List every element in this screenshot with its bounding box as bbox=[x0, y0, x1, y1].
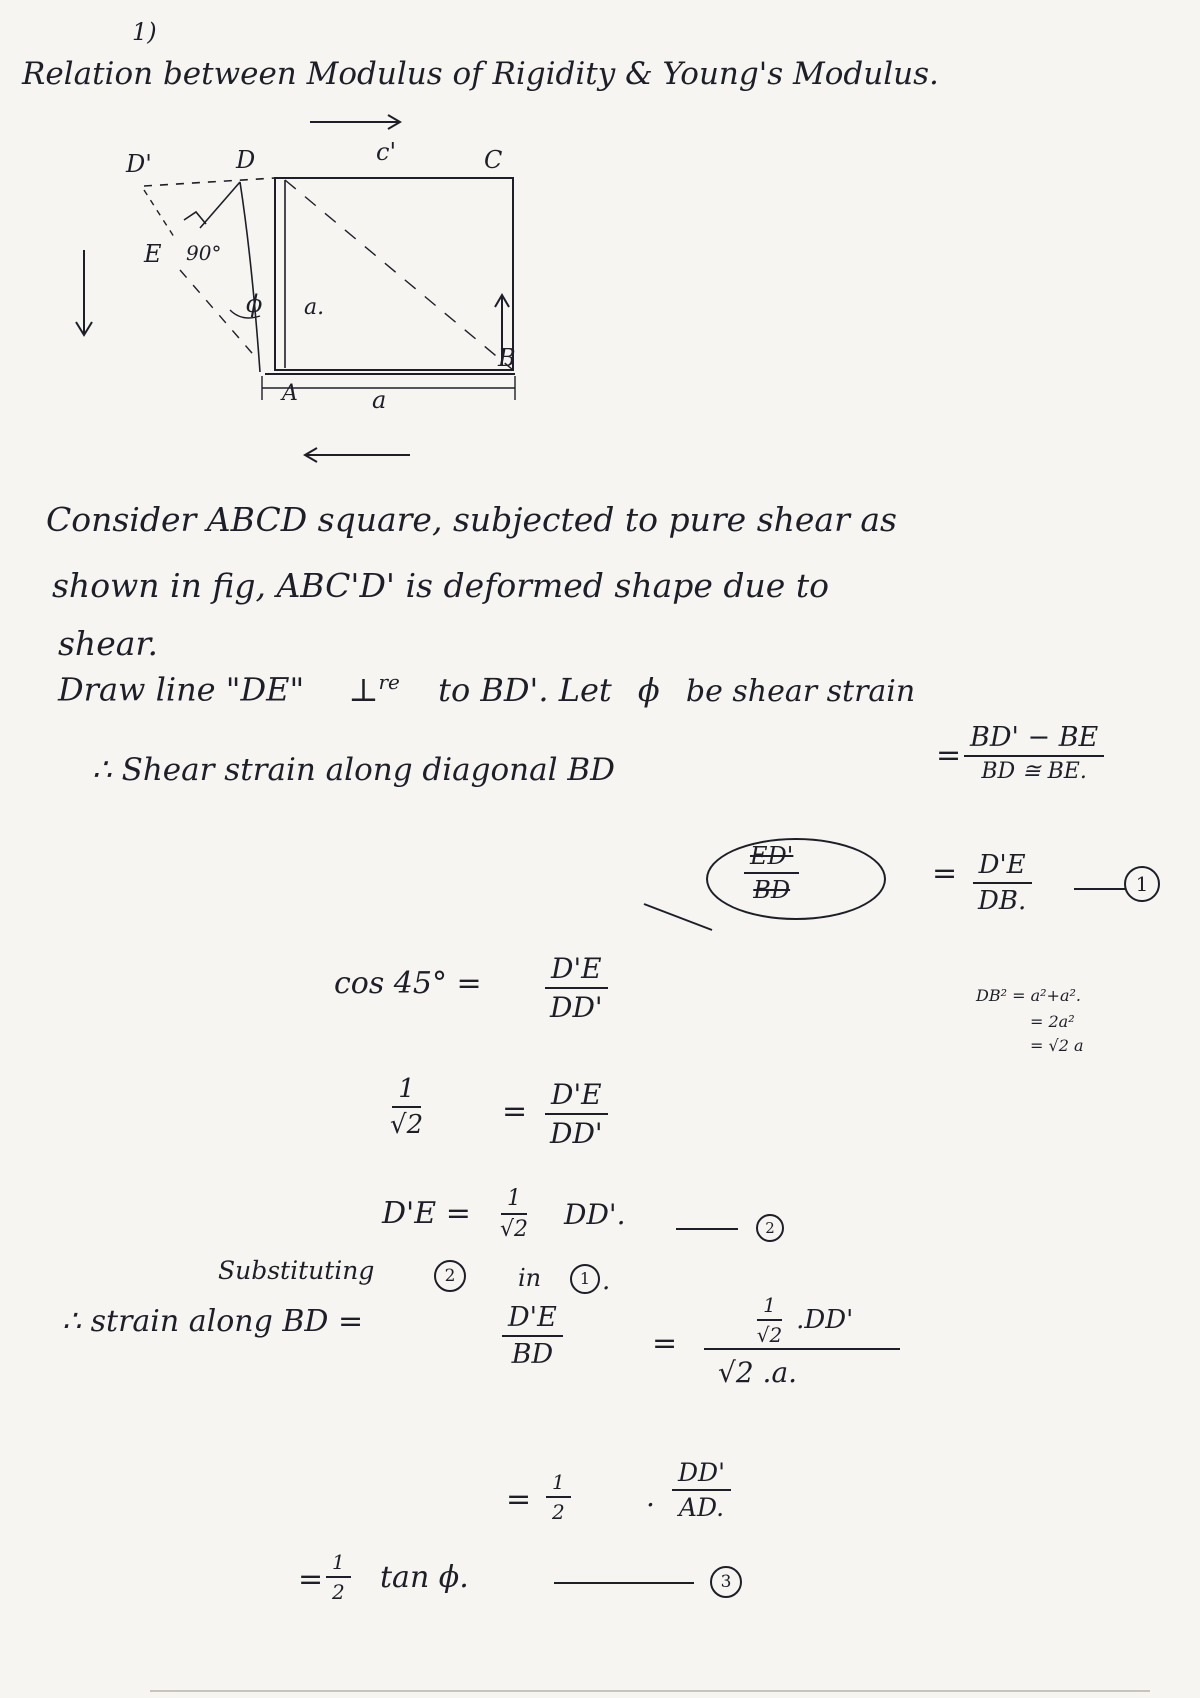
side-note-line-3: = √2 a bbox=[1030, 1036, 1084, 1055]
recip-equals: = bbox=[502, 1094, 528, 1129]
eq1b-circled-fraction bbox=[744, 842, 799, 904]
recip-rhs-denominator: DD' bbox=[550, 1117, 603, 1150]
strain-eq-equals: = bbox=[652, 1326, 678, 1361]
eq1-numerator: BD' − BE bbox=[964, 722, 1104, 757]
subst-in: in bbox=[518, 1264, 542, 1292]
eq1-equals: = bbox=[936, 738, 962, 773]
half-eq-rhs-numerator: DD' bbox=[672, 1458, 731, 1491]
strain-inner-fraction bbox=[751, 1293, 788, 1347]
tan-eq-numerator: 1 bbox=[326, 1550, 351, 1578]
cos-eq-denominator: DD' bbox=[550, 991, 603, 1024]
top-extension bbox=[144, 178, 275, 186]
eq1b-tag: 1 bbox=[1124, 866, 1160, 902]
body-line-4-prefix: Draw line "DE" bbox=[58, 670, 305, 709]
strain-big-numerator bbox=[704, 1292, 900, 1348]
eq1-denominator: BD ≅ BE. bbox=[981, 759, 1087, 784]
de-eq-lhs: D'E = bbox=[382, 1196, 471, 1231]
label-b: B bbox=[498, 344, 516, 372]
label-phi: ϕ bbox=[246, 290, 263, 318]
recip-lhs-numerator: 1 bbox=[392, 1074, 421, 1108]
strain-big-fraction bbox=[704, 1292, 900, 1389]
deformed-edge-ad-prime bbox=[240, 182, 263, 372]
body-line-4-mid: to BD'. Let bbox=[438, 670, 612, 709]
recip-rhs-fraction bbox=[544, 1078, 609, 1150]
strain-eq-prefix: ∴ strain along BD = bbox=[62, 1304, 364, 1339]
half-eq-denominator: 2 bbox=[552, 1500, 565, 1524]
label-a-side: a. bbox=[304, 295, 325, 320]
line-d-prime-e bbox=[144, 190, 176, 240]
diagonal-bd bbox=[285, 180, 513, 370]
half-eq-dot: . bbox=[646, 1480, 655, 1513]
strain-eq-denominator: BD bbox=[511, 1339, 554, 1370]
shear-deformation-figure bbox=[60, 100, 620, 480]
eq1b-denominator: DB. bbox=[978, 886, 1027, 916]
body-line-2: shown in fig, ABC'D' is deformed shape due to bbox=[52, 566, 829, 605]
eq1-prefix: ∴ Shear strain along diagonal BD bbox=[92, 752, 616, 788]
eq1b-fraction bbox=[972, 850, 1032, 916]
perpendicular-symbol: ⊥ bbox=[348, 670, 379, 709]
label-a-corner: A bbox=[282, 381, 298, 406]
strain-inner-rest: .DD' bbox=[796, 1305, 854, 1335]
half-eq-equals: = bbox=[506, 1482, 532, 1517]
recip-lhs-fraction bbox=[384, 1074, 429, 1140]
half-eq-rhs-denominator: AD. bbox=[678, 1493, 725, 1522]
label-e: E bbox=[144, 240, 162, 268]
tan-eq-tag-line bbox=[554, 1582, 694, 1584]
label-d: D bbox=[236, 146, 256, 174]
line-de bbox=[200, 182, 240, 228]
strain-eq-numerator: D'E bbox=[502, 1302, 563, 1337]
strain-eq-fraction bbox=[502, 1302, 563, 1370]
half-eq-numerator: 1 bbox=[546, 1470, 571, 1498]
side-note-line-1: DB² = a²+a². bbox=[976, 986, 1081, 1005]
strain-big-bar bbox=[704, 1348, 900, 1350]
subst-circled-1: 1 bbox=[570, 1264, 600, 1294]
label-d-prime: D' bbox=[126, 150, 152, 178]
cos-eq-numerator: D'E bbox=[545, 952, 608, 989]
half-eq-fraction bbox=[546, 1470, 571, 1524]
cos-eq-lhs: cos 45° = bbox=[334, 966, 482, 1001]
phi-symbol: ϕ bbox=[637, 670, 660, 709]
page-number: 1) bbox=[132, 18, 157, 46]
strain-inner-denominator: √2 bbox=[756, 1323, 783, 1347]
strain-inner-numerator: 1 bbox=[757, 1293, 782, 1321]
body-line-4 bbox=[58, 670, 915, 709]
label-c: C bbox=[484, 146, 503, 174]
subst-circled-2: 2 bbox=[434, 1260, 466, 1292]
recip-rhs-numerator: D'E bbox=[545, 1078, 608, 1115]
eq1-fraction bbox=[964, 722, 1104, 784]
page-bottom-rule bbox=[150, 1690, 1150, 1692]
eq1b-tag-line bbox=[1074, 888, 1126, 890]
eq1b-circled-numerator: ED' bbox=[744, 842, 799, 874]
de-eq-denominator: √2 bbox=[500, 1217, 529, 1242]
half-eq-rhs-fraction bbox=[672, 1458, 731, 1522]
tan-eq-tag: 3 bbox=[710, 1566, 742, 1598]
body-line-3: shear. bbox=[58, 624, 159, 663]
body-line-4-suffix: be shear strain bbox=[685, 673, 916, 709]
de-eq-tag: 2 bbox=[756, 1214, 784, 1242]
de-eq-fraction bbox=[494, 1186, 534, 1242]
eq1b-equals: = bbox=[932, 856, 958, 891]
subst-word: Substituting bbox=[218, 1256, 375, 1285]
label-a-bottom: a bbox=[372, 386, 387, 414]
label-c-prime: c' bbox=[376, 138, 397, 166]
label-ninety: 90° bbox=[186, 241, 222, 265]
eq1b-numerator: D'E bbox=[973, 850, 1032, 884]
tan-eq-denominator: 2 bbox=[332, 1580, 345, 1604]
perpendicular-superscript: re bbox=[378, 670, 400, 694]
pointer-stroke bbox=[640, 900, 720, 950]
de-eq-numerator: 1 bbox=[501, 1186, 527, 1215]
subst-end: . bbox=[602, 1266, 611, 1296]
recip-lhs-denominator: √2 bbox=[390, 1110, 424, 1140]
body-line-1: Consider ABCD square, subjected to pure shear as bbox=[46, 500, 897, 539]
de-eq-rhs: DD'. bbox=[564, 1198, 626, 1231]
side-note-line-2: = 2a² bbox=[1030, 1012, 1075, 1031]
tan-eq-equals: = bbox=[298, 1562, 324, 1597]
page-title: Relation between Modulus of Rigidity & Young's Modulus. bbox=[22, 56, 939, 92]
de-eq-tag-line bbox=[676, 1228, 738, 1230]
eq1b-circled-denominator: BD bbox=[753, 876, 791, 904]
cos-eq-fraction bbox=[544, 952, 609, 1024]
tan-eq-rest: tan ϕ. bbox=[380, 1560, 469, 1595]
square-abcd bbox=[275, 178, 513, 370]
strain-big-denominator: √2 .a. bbox=[718, 1356, 798, 1389]
tan-eq-fraction bbox=[326, 1550, 351, 1604]
